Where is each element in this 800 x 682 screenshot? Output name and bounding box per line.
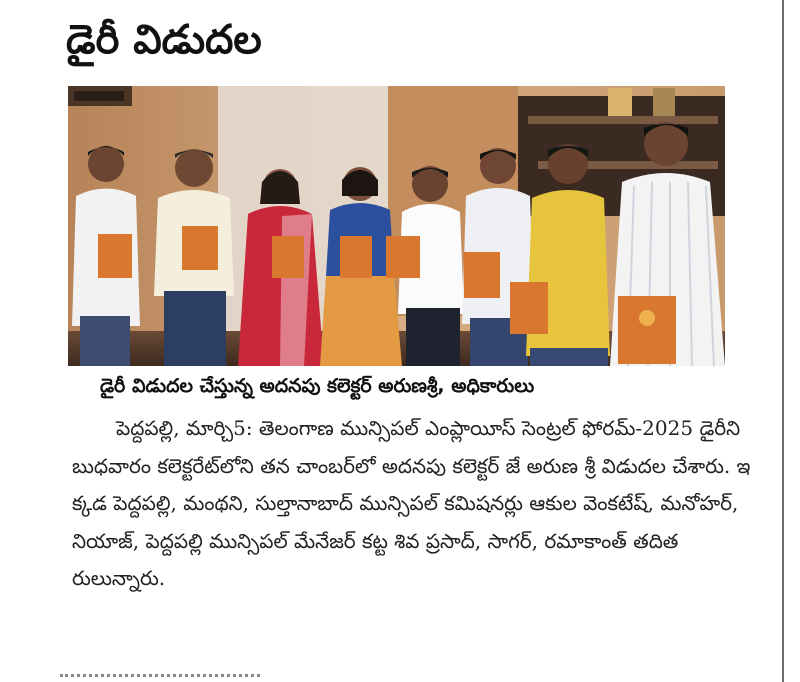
photo-caption: డైరీ విడుదల చేస్తున్న అదనపు కలెక్టర్ అరుణశ్రీ, అధికారులు	[100, 375, 535, 397]
diary	[182, 226, 218, 270]
headline: డైరీ విడుదల	[66, 17, 262, 63]
nameplate-text-strip	[74, 91, 124, 101]
news-photo	[68, 86, 725, 366]
shelf-board	[528, 116, 718, 124]
diary	[510, 282, 548, 334]
article-body: పెద్దపల్లి, మార్చి5: తెలంగాణ మున్సిపల్ ఎంప్లాయీస్ సెంట్రల్ ఫోరమ్-2025 డైరీని బుధవారం కలెక్టరేట్‌లోని తన చాంబర్‌లో అదనపు కలెక్టర్ జే అరుణ శ్రీ విడుదల చేశారు. ఇక్కడ పెద్దపల్లి, మంథని, సుల్తానాబాద్ మున్సిపల్ కమిషనర్లు ఆకుల వెంకటేష్, మనోహర్, నియాజ్, పెద్దపల్లి మున్సిపల్ మేనేజర్ కట్ట శివ ప్రసాద్, సాగర్, రమాకాంత్ తదితరులున్నారు.	[72, 416, 751, 590]
photo-illustration	[68, 86, 725, 366]
diary	[340, 236, 372, 278]
diary	[618, 296, 676, 364]
diary	[386, 236, 420, 278]
column-divider	[782, 0, 784, 682]
cropped-text-fragment	[60, 674, 260, 682]
diary	[272, 236, 304, 278]
diary	[98, 234, 132, 278]
diary	[464, 252, 500, 298]
shelf-frame	[653, 88, 675, 116]
shelf-trophy	[608, 88, 632, 116]
diary-emblem	[639, 310, 655, 326]
